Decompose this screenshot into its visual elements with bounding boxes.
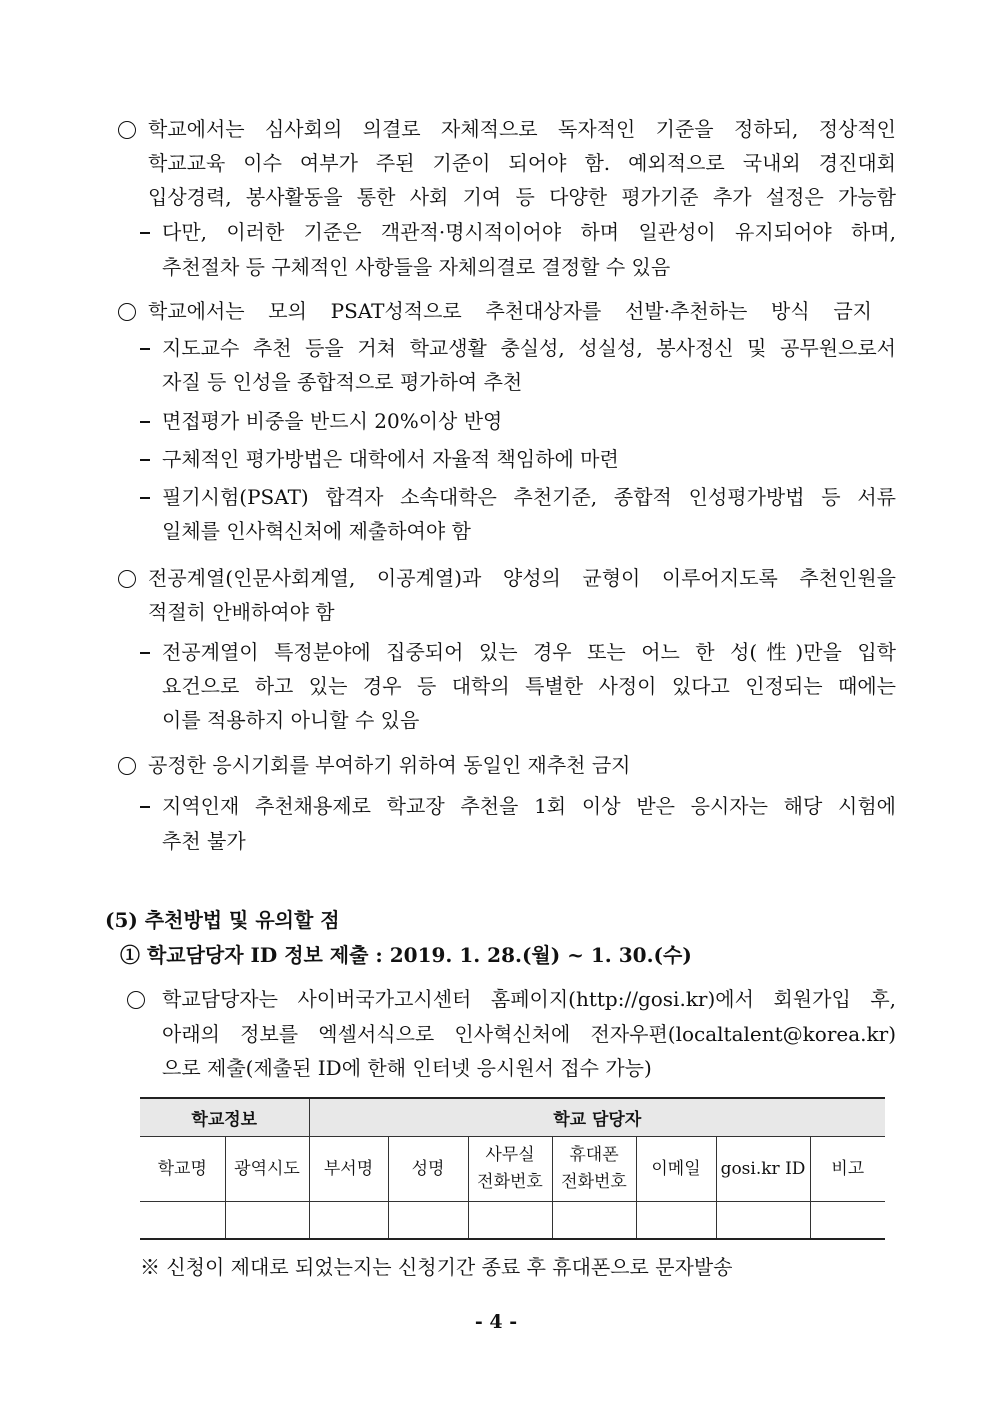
- table-column-row: [140, 1137, 885, 1202]
- sub-item-line: 구체적인 평가방법은 대학에서 자율적 책임하에 마련: [162, 447, 619, 471]
- dash-bullet-icon: [140, 232, 150, 234]
- column-header: 성명: [388, 1137, 468, 1202]
- column-header: gosi.kr ID: [716, 1137, 810, 1202]
- sub-item-line: 지역인재 추천채용제로 학교장 추천을 1회 이상 받은 응시자는 해당 시험에: [162, 794, 896, 818]
- bullet-circle-icon: [118, 757, 136, 775]
- column-header: 사무실 전화번호: [468, 1137, 552, 1202]
- table-cell: [552, 1202, 636, 1240]
- table-header-row: [140, 1098, 885, 1137]
- paragraph-line: 아래의 정보를 엑셀서식으로 인사혁신처에 전자우편(localtalent@korea.kr): [162, 1022, 896, 1046]
- table-cell: [309, 1202, 388, 1240]
- sub-item-line: 일체를 인사혁신처에 제출하여야 함: [162, 519, 471, 543]
- table-cell: [716, 1202, 810, 1240]
- paragraph-line: 학교에서는 심사회의 의결로 자체적으로 독자적인 기준을 정하되, 정상적인: [148, 117, 896, 141]
- dash-bullet-icon: [140, 806, 150, 808]
- table-row: [140, 1202, 885, 1240]
- sub-item-line: 다만, 이러한 기준은 객관적·명시적이어야 하며 일관성이 유지되어야 하며,: [162, 220, 896, 244]
- column-header: 이메일: [636, 1137, 716, 1202]
- sub-item-line: 추천절차 등 구체적인 사항들을 자체의결로 결정할 수 있음: [162, 255, 671, 279]
- dash-bullet-icon: [140, 652, 150, 654]
- sub-item-line: 이를 적용하지 아니할 수 있음: [162, 708, 420, 732]
- paragraph-line: 학교담당자는 사이버국가고시센터 홈페이지(http://gosi.kr)에서 회원가입 후,: [162, 987, 896, 1011]
- bullet-circle-icon: [127, 991, 145, 1009]
- paragraph-line: 공정한 응시기회를 부여하기 위하여 동일인 재추천 금지: [148, 753, 631, 777]
- paragraph-line: 학교에서는 모의 PSAT성적으로 추천대상자를 선발·추천하는 방식 금지: [148, 299, 872, 323]
- dash-bullet-icon: [140, 348, 150, 350]
- column-header: 광역시도: [225, 1137, 309, 1202]
- paragraph-line: 학교교육 이수 여부가 주된 기준이 되어야 함. 예외적으로 국내외 경진대회: [148, 151, 896, 175]
- table-cell: [388, 1202, 468, 1240]
- table-group-header: 학교정보: [140, 1098, 309, 1137]
- dash-bullet-icon: [140, 459, 150, 461]
- sub-section-heading: ① 학교담당자 ID 정보 제출 : 2019. 1. 28.(월) ~ 1. 30.(수): [120, 943, 692, 967]
- paragraph-line: 적절히 안배하여야 함: [148, 600, 335, 624]
- sub-item-line: 면접평가 비중을 반드시 20%이상 반영: [162, 409, 503, 433]
- sub-item-line: 지도교수 추천 등을 거쳐 학교생활 충실성, 성실성, 봉사정신 및 공무원으로서: [162, 336, 896, 360]
- table-cell: [140, 1202, 225, 1240]
- dash-bullet-icon: [140, 497, 150, 499]
- bullet-circle-icon: [118, 121, 136, 139]
- contact-info-table: [140, 1097, 885, 1240]
- sub-item-line: 필기시험(PSAT) 합격자 소속대학은 추천기준, 종합적 인성평가방법 등 서류: [162, 485, 896, 509]
- section-heading: (5) 추천방법 및 유의할 점: [105, 908, 340, 932]
- sub-item-line: 전공계열이 특정분야에 집중되어 있는 경우 또는 어느 한 성(性)만을 입학: [162, 640, 896, 664]
- column-header: 부서명: [309, 1137, 388, 1202]
- bullet-circle-icon: [118, 570, 136, 588]
- dash-bullet-icon: [140, 421, 150, 423]
- sub-item-line: 추천 불가: [162, 829, 246, 853]
- sub-item-line: 요건으로 하고 있는 경우 등 대학의 특별한 사정이 있다고 인정되는 때에는: [162, 674, 896, 698]
- column-header: 비고: [810, 1137, 885, 1202]
- note-text: ※ 신청이 제대로 되었는지는 신청기간 종료 후 휴대폰으로 문자발송: [140, 1255, 733, 1279]
- table-cell: [810, 1202, 885, 1240]
- page-number: - 4 -: [474, 1311, 518, 1333]
- sub-item-line: 자질 등 인성을 종합적으로 평가하여 추천: [162, 370, 523, 394]
- bullet-circle-icon: [118, 303, 136, 321]
- column-header: 휴대폰 전화번호: [552, 1137, 636, 1202]
- paragraph-line: 전공계열(인문사회계열, 이공계열)과 양성의 균형이 이루어지도록 추천인원을: [148, 566, 896, 590]
- table-cell: [636, 1202, 716, 1240]
- column-header: 학교명: [140, 1137, 225, 1202]
- table-group-header: 학교 담당자: [309, 1098, 885, 1137]
- table-cell: [225, 1202, 309, 1240]
- paragraph-line: 입상경력, 봉사활동을 통한 사회 기여 등 다양한 평가기준 추가 설정은 가능함: [148, 185, 896, 209]
- paragraph-line: 으로 제출(제출된 ID에 한해 인터넷 응시원서 접수 가능): [162, 1056, 652, 1080]
- table-cell: [468, 1202, 552, 1240]
